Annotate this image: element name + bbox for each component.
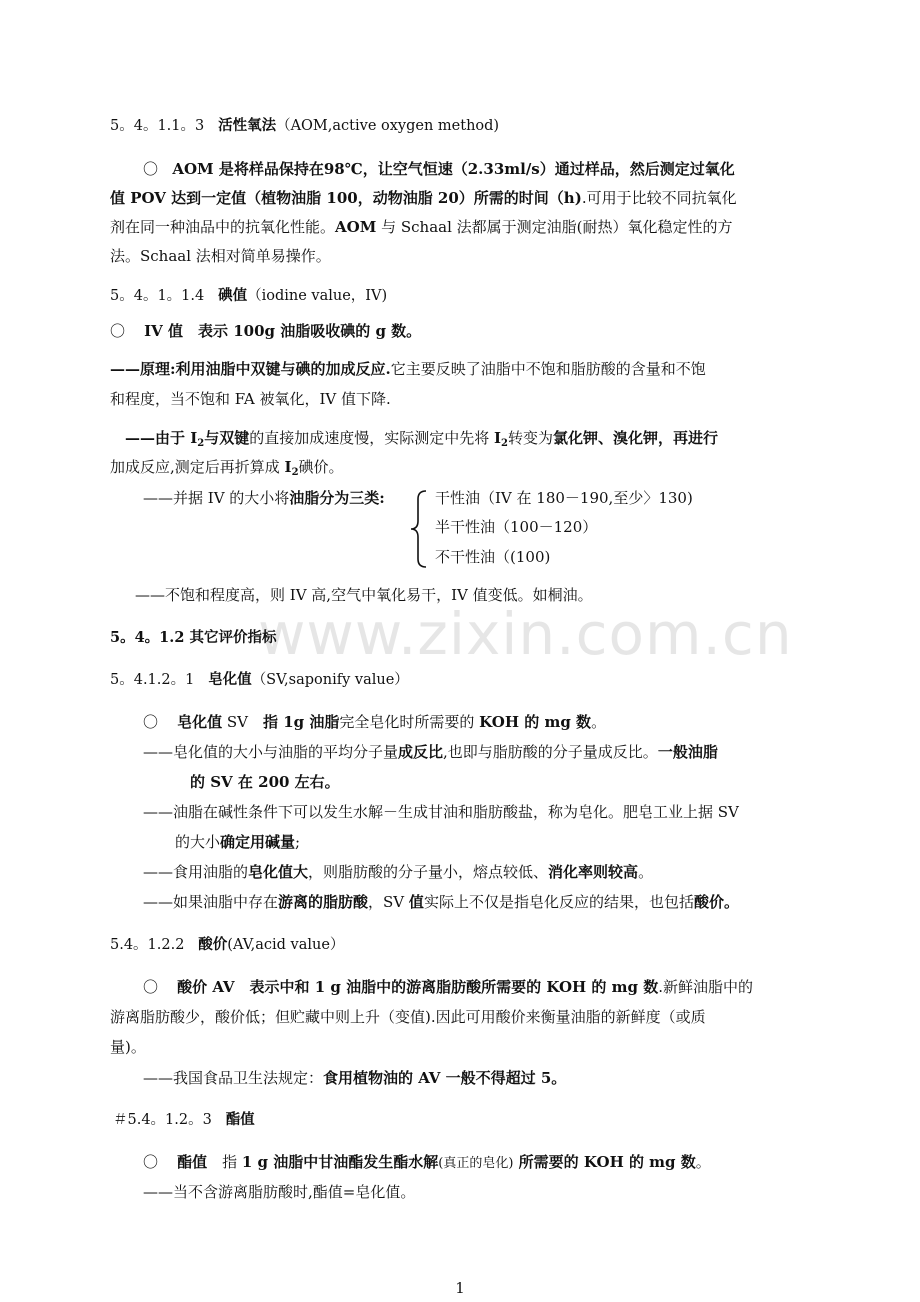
text: 。 — [695, 1153, 711, 1171]
text: 的大小 — [175, 833, 221, 851]
text-small: (真正的皂化) — [438, 1156, 514, 1171]
heading-paren: (AV,acid value） — [227, 937, 345, 953]
text: 完全皂化时所需要的 — [339, 713, 480, 731]
paragraph-line: ——不饱和程度高，则 IV 高,空气中氧化易干，IV 值变低。如桐油。 — [135, 586, 593, 604]
paragraph-line — [143, 711, 606, 733]
paragraph-line — [110, 358, 706, 380]
circle-bullet-icon: 〇 — [143, 713, 159, 731]
section-heading-other: 5。4。1.2 其它评价指标 — [110, 629, 277, 646]
section-heading-ester — [113, 1109, 255, 1131]
text: ——皂化值的大小与油脂的平均分子量 — [143, 743, 399, 761]
heading-title: 酯值 — [225, 1111, 255, 1128]
text-bold: 值 POV 达到一定值（植物油脂 100，动物油脂 20）所需的时间（h) — [110, 189, 582, 207]
text-bold: 酯值 — [177, 1153, 208, 1171]
circle-bullet-icon: 〇 — [143, 160, 159, 178]
paragraph-line — [175, 831, 300, 853]
section-heading-iodine — [110, 285, 387, 307]
text-bold: 氯化钾、溴化钾，再进行 — [553, 429, 719, 447]
circle-bullet-icon: 〇 — [110, 322, 126, 340]
text: .可用于比较不同抗氧化 — [581, 189, 737, 207]
text: 加成反应,测定后再折算成 — [110, 458, 285, 476]
text-bold: 98℃，让空气恒速（2.33ml/s）通过样品，然后测定过氧化 — [323, 160, 735, 178]
text-bold: 油脂分为三类: — [289, 489, 385, 507]
text-bold: 酸价 AV 表示中和 1 g 油脂中的游离脂肪酸所需要的 KOH 的 mg 数 — [177, 978, 659, 996]
text-bold: 成反比 — [398, 743, 444, 761]
curly-brace-icon — [408, 489, 430, 569]
page-number: 1 — [455, 1279, 465, 1297]
text-bold: ——由于 I — [125, 429, 198, 447]
heading-number: 5。4。1.1。3 — [110, 118, 205, 134]
text: 。 — [638, 863, 654, 881]
heading-paren: （iodine value，IV) — [247, 288, 388, 304]
text-bold: 1 g 油脂中甘油酯发生酯水解 — [241, 1153, 439, 1171]
text-bold: AOM 是将样品保持在 — [172, 160, 324, 178]
text-bold: 一般油脂 — [657, 743, 718, 761]
paragraph-line: 和程度，当不饱和 FA 被氧化，IV 值下降. — [110, 390, 391, 408]
text: ——食用油脂的 — [143, 863, 249, 881]
oil-class-item: 半干性油（100－120） — [435, 518, 598, 536]
text-bold: 消化率则较高 — [548, 863, 639, 881]
paragraph-line: 游离脂肪酸少，酸价低；但贮藏中则上升（变值).因此可用酸价来衡量油脂的新鲜度（或质 — [110, 1008, 706, 1026]
subscript: 2 — [197, 438, 205, 449]
text: ，则脂肪酸的分子量小，熔点较低、 — [308, 863, 549, 881]
oil-class-item: 干性油（IV 在 180－190,至少〉130) — [435, 489, 693, 507]
text-bold: 与双键 — [204, 429, 250, 447]
paragraph-line — [143, 1067, 566, 1089]
section-heading-aom — [110, 115, 499, 137]
text-bold: 皂化值 — [177, 713, 223, 731]
heading-number: 5.4。1.2.2 — [110, 937, 185, 953]
paragraph-line — [143, 1151, 711, 1175]
text: ,也即与脂肪酸的分子量成反比。 — [443, 743, 658, 761]
text-bold: 游离的脂肪酸 — [278, 893, 369, 911]
heading-title: 活性氧法 — [218, 117, 277, 134]
section-heading-sv — [110, 669, 409, 691]
text: 的直接加成速度慢，实际测定中先将 — [249, 429, 495, 447]
paragraph-line: 法。Schaal 法相对简单易操作。 — [110, 247, 331, 265]
text-bold: 食用植物油的 AV 一般不得超过 5。 — [323, 1069, 567, 1087]
text: .新鲜油脂中的 — [658, 978, 753, 996]
text-bold: AOM — [335, 218, 377, 236]
text: 它主要反映了油脂中不饱和脂肪酸的含量和不饱 — [390, 360, 706, 378]
oil-class-item: 不干性油（(100) — [435, 548, 551, 566]
circle-bullet-icon: 〇 — [143, 1153, 159, 1171]
text-bold: I — [284, 458, 292, 476]
text-bold: 皂化值大 — [248, 863, 309, 881]
paragraph-line — [110, 320, 421, 342]
heading-paren: （AOM,active oxygen method) — [276, 118, 500, 134]
text-bold: KOH 的 mg 数 — [479, 713, 592, 731]
paragraph-line: ——当不含游离脂肪酸时,酯值=皂化值。 — [143, 1183, 416, 1201]
text: 实际上不仅是指皂化反应的结果，也包括 — [423, 893, 694, 911]
heading-number: 5。4。1。1.4 — [110, 288, 205, 304]
paragraph-line — [110, 187, 737, 209]
circle-bullet-icon: 〇 — [143, 978, 159, 996]
text: 碘价。 — [298, 458, 344, 476]
text-bold: ——原理:利用油脂中双键与碘的加成反应. — [110, 360, 391, 378]
heading-title: 皂化值 — [208, 671, 252, 688]
text-bold: 酸价。 — [693, 893, 739, 911]
text: ; — [295, 833, 301, 851]
text-bold: 值 — [408, 893, 424, 911]
paragraph-line — [143, 891, 739, 913]
section-heading-acid — [110, 934, 344, 956]
text: ，SV — [368, 893, 409, 911]
text-bold: I — [494, 429, 502, 447]
heading-title: 碘值 — [218, 287, 248, 304]
text: SV — [222, 713, 263, 731]
text: 与 Schaal 法都属于测定油脂(耐热）氧化稳定性的方 — [376, 218, 733, 236]
heading-number: ＃5.4。1.2。3 — [113, 1112, 212, 1128]
text: 。 — [591, 713, 607, 731]
text: ——我国食品卫生法规定： — [143, 1069, 324, 1087]
paragraph-line: 的 SV 在 200 左右。 — [190, 773, 340, 791]
paragraph-line — [143, 487, 385, 509]
paragraph-line — [143, 741, 718, 763]
watermark: www.zixin.com.cn — [258, 600, 793, 668]
text-bold: 指 1g 油脂 — [263, 713, 340, 731]
paragraph-line — [110, 456, 344, 484]
heading-number: 5。4.1.2。1 — [110, 672, 195, 688]
text: ——如果油脂中存在 — [143, 893, 279, 911]
text: 剂在同一种油品中的抗氧化性能。 — [110, 218, 336, 236]
paragraph-line — [143, 861, 653, 883]
heading-paren: （SV,saponify value） — [251, 672, 409, 688]
text-bold: 所需要的 KOH 的 mg 数 — [513, 1153, 696, 1171]
paragraph-line — [143, 976, 753, 998]
text-bold: 确定用碱量 — [220, 833, 296, 851]
text-bold: IV 值 表示 100g 油脂吸收碘的 g 数。 — [144, 322, 422, 340]
paragraph-line: ——油脂在碱性条件下可以发生水解－生成甘油和脂肪酸盐，称为皂化。肥皂工业上据 SV — [143, 803, 739, 821]
text: ——并据 IV 的大小将 — [143, 489, 290, 507]
paragraph-line — [110, 216, 733, 238]
subscript: 2 — [501, 438, 509, 449]
paragraph-line — [143, 158, 735, 180]
paragraph-line — [125, 427, 718, 455]
text: 指 — [207, 1153, 242, 1171]
paragraph-line: 量)。 — [110, 1038, 146, 1056]
heading-title: 酸价 — [198, 936, 228, 953]
text: 转变为 — [508, 429, 554, 447]
subscript: 2 — [291, 467, 299, 478]
